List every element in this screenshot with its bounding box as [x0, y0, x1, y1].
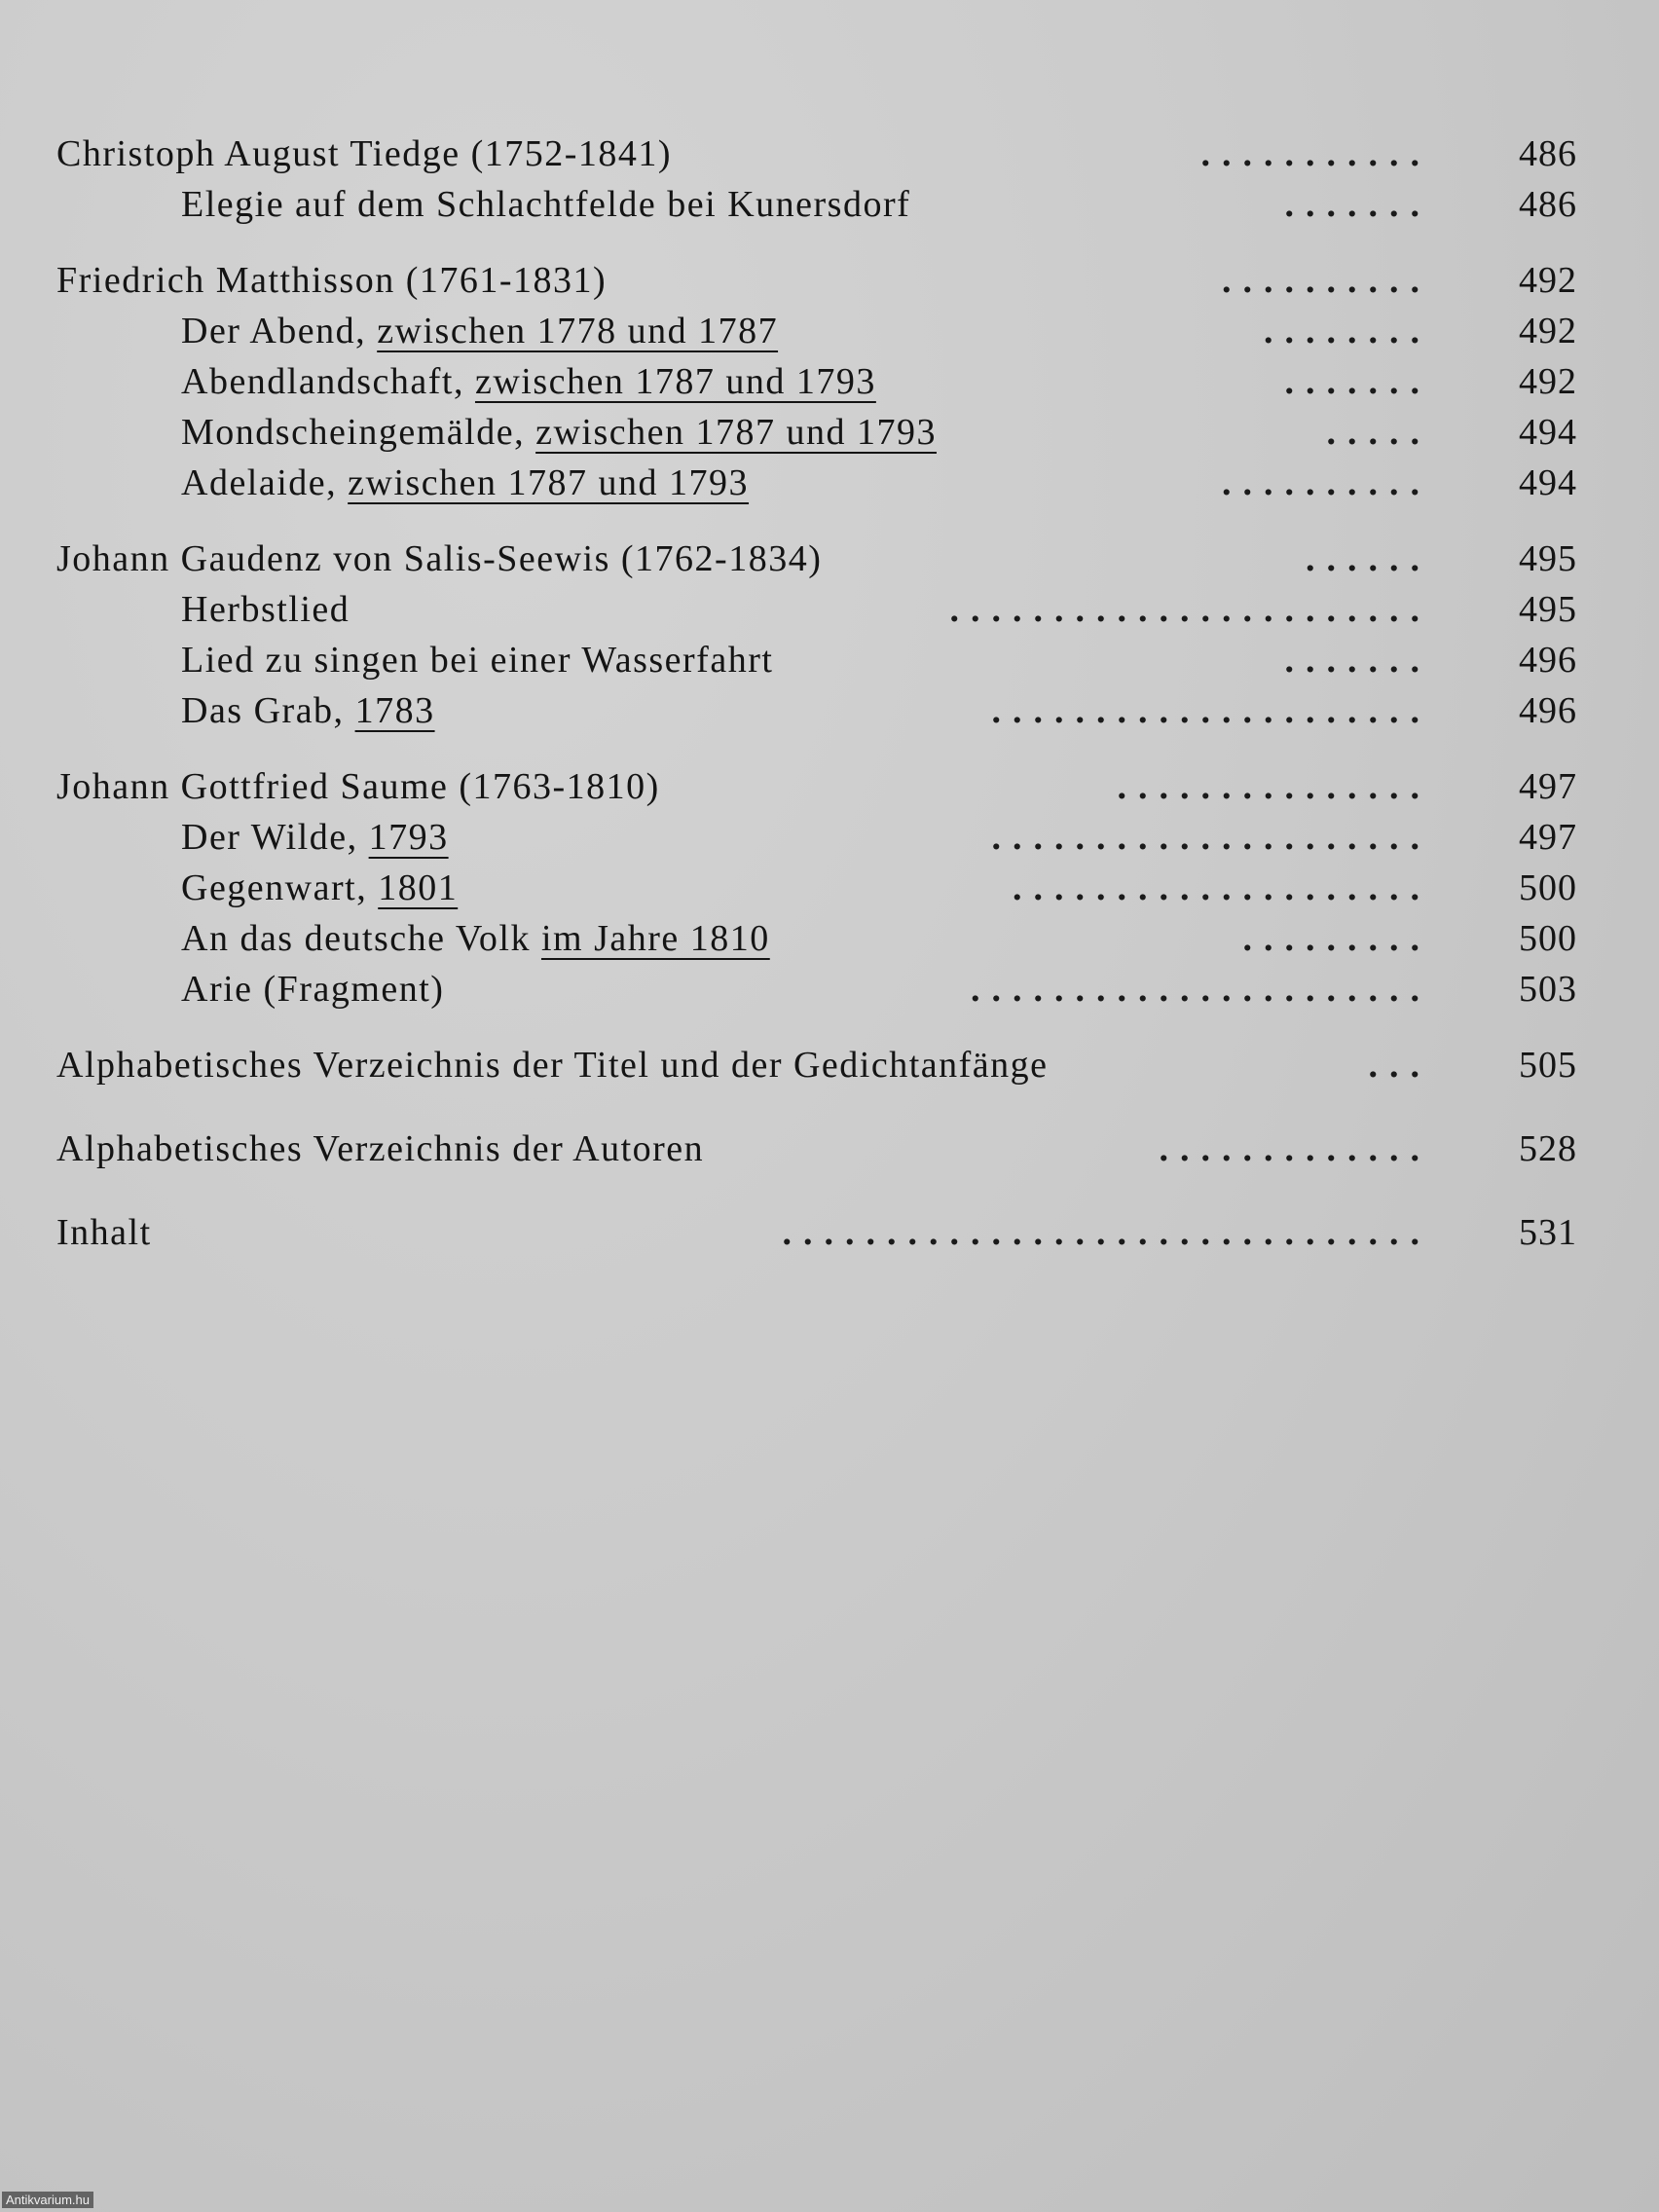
leader-dots: ..... — [1326, 412, 1431, 453]
entry-date: 1793 — [368, 817, 449, 858]
leader-dots: ...................... — [971, 969, 1431, 1010]
page-number: 494 — [1519, 412, 1577, 453]
page-number: 500 — [1519, 867, 1577, 908]
page-number: 531 — [1519, 1212, 1577, 1253]
page-number: 492 — [1519, 260, 1577, 301]
toc-entry-row — [56, 458, 1577, 508]
leader-dots: ........ — [1264, 311, 1431, 351]
entry-date: 1783 — [354, 690, 435, 731]
watermark-label: Antikvarium.hu — [2, 2192, 93, 2208]
author-name: Johann Gaudenz von Salis-Seewis (1762-1834) — [56, 538, 823, 579]
appendix-title: Alphabetisches Verzeichnis der Titel und der Gedichtanfänge — [56, 1045, 1049, 1086]
page-number: 492 — [1519, 361, 1577, 402]
author-name: Friedrich Matthisson (1761-1831) — [56, 260, 608, 301]
entry-title: Das Grab, — [181, 690, 345, 731]
leader-dots: ............. — [1159, 1128, 1431, 1169]
page-number: 494 — [1519, 462, 1577, 503]
toc-entry-row — [56, 812, 1577, 863]
toc-entry-row — [56, 179, 1577, 230]
entry-title: Der Wilde, — [181, 817, 358, 858]
leader-dots: ....... — [1284, 184, 1431, 225]
toc-group-matthisson — [56, 255, 1577, 508]
table-of-contents — [56, 129, 1577, 1291]
page-number: 528 — [1519, 1128, 1577, 1169]
entry-date: im Jahre 1810 — [540, 918, 770, 959]
page-number: 500 — [1519, 918, 1577, 959]
leader-dots: ..................... — [991, 817, 1431, 858]
leader-dots: .......... — [1222, 462, 1431, 503]
toc-group-tiedge — [56, 129, 1577, 230]
page-number: 495 — [1519, 589, 1577, 630]
page-number: 486 — [1519, 133, 1577, 174]
toc-author-row — [56, 761, 1577, 812]
leader-dots: ....................... — [949, 589, 1431, 630]
entry-date: zwischen 1778 und 1787 — [377, 311, 779, 351]
toc-appendix-row — [56, 1124, 1577, 1174]
leader-dots: ............... — [1117, 766, 1431, 807]
entry-title: Elegie auf dem Schlachtfelde bei Kunersdorf — [181, 184, 911, 225]
toc-appendix-authors — [56, 1124, 1577, 1174]
leader-dots: ........... — [1200, 133, 1431, 174]
author-name: Christoph August Tiedge (1752-1841) — [56, 133, 673, 174]
leader-dots: ... — [1368, 1045, 1431, 1086]
toc-entry-row — [56, 685, 1577, 736]
page-number: 486 — [1519, 184, 1577, 225]
toc-group-salis-seewis — [56, 534, 1577, 736]
toc-entry-row — [56, 407, 1577, 458]
page-number: 505 — [1519, 1045, 1577, 1086]
leader-dots: .......... — [1222, 260, 1431, 301]
entry-title: Herbstlied — [181, 589, 350, 630]
page-number: 495 — [1519, 538, 1577, 579]
entry-title: Lied zu singen bei einer Wasserfahrt — [181, 640, 774, 681]
leader-dots: ............................... — [782, 1212, 1431, 1253]
toc-author-row — [56, 255, 1577, 306]
entry-date: zwischen 1787 und 1793 — [535, 412, 937, 453]
toc-entry-row — [56, 356, 1577, 407]
toc-entry-row — [56, 913, 1577, 964]
page-number: 497 — [1519, 817, 1577, 858]
leader-dots: ..................... — [991, 690, 1431, 731]
toc-entry-row — [56, 863, 1577, 913]
entry-date: zwischen 1787 und 1793 — [474, 361, 876, 402]
toc-appendix-row — [56, 1040, 1577, 1090]
toc-appendix-titles — [56, 1040, 1577, 1090]
toc-group-seume — [56, 761, 1577, 1014]
toc-author-row — [56, 534, 1577, 584]
toc-entry-row — [56, 635, 1577, 685]
leader-dots: .................... — [1013, 867, 1431, 908]
leader-dots: ....... — [1284, 640, 1431, 681]
entry-title: Der Abend, — [181, 311, 367, 351]
leader-dots: ......... — [1242, 918, 1431, 959]
page-number: 496 — [1519, 640, 1577, 681]
entry-title: Adelaide, — [181, 462, 338, 503]
page-number: 492 — [1519, 311, 1577, 351]
leader-dots: ....... — [1284, 361, 1431, 402]
page-number: 496 — [1519, 690, 1577, 731]
entry-date: 1801 — [378, 867, 459, 908]
entry-title: Abendlandschaft, — [181, 361, 464, 402]
leader-dots: ...... — [1306, 538, 1431, 579]
entry-title: Gegenwart, — [181, 867, 368, 908]
toc-author-row — [56, 129, 1577, 179]
entry-title: Arie (Fragment) — [181, 969, 445, 1010]
toc-entry-row — [56, 306, 1577, 356]
entry-title: An das deutsche Volk — [181, 918, 531, 959]
appendix-title: Alphabetisches Verzeichnis der Autoren — [56, 1128, 705, 1169]
toc-entry-row — [56, 584, 1577, 635]
toc-appendix-contents — [56, 1207, 1577, 1258]
entry-title: Mondscheingemälde, — [181, 412, 526, 453]
appendix-title: Inhalt — [56, 1212, 152, 1253]
toc-entry-row — [56, 964, 1577, 1014]
entry-date: zwischen 1787 und 1793 — [348, 462, 750, 503]
author-name: Johann Gottfried Saume (1763-1810) — [56, 766, 660, 807]
toc-appendix-row — [56, 1207, 1577, 1258]
page-number: 497 — [1519, 766, 1577, 807]
page-number: 503 — [1519, 969, 1577, 1010]
